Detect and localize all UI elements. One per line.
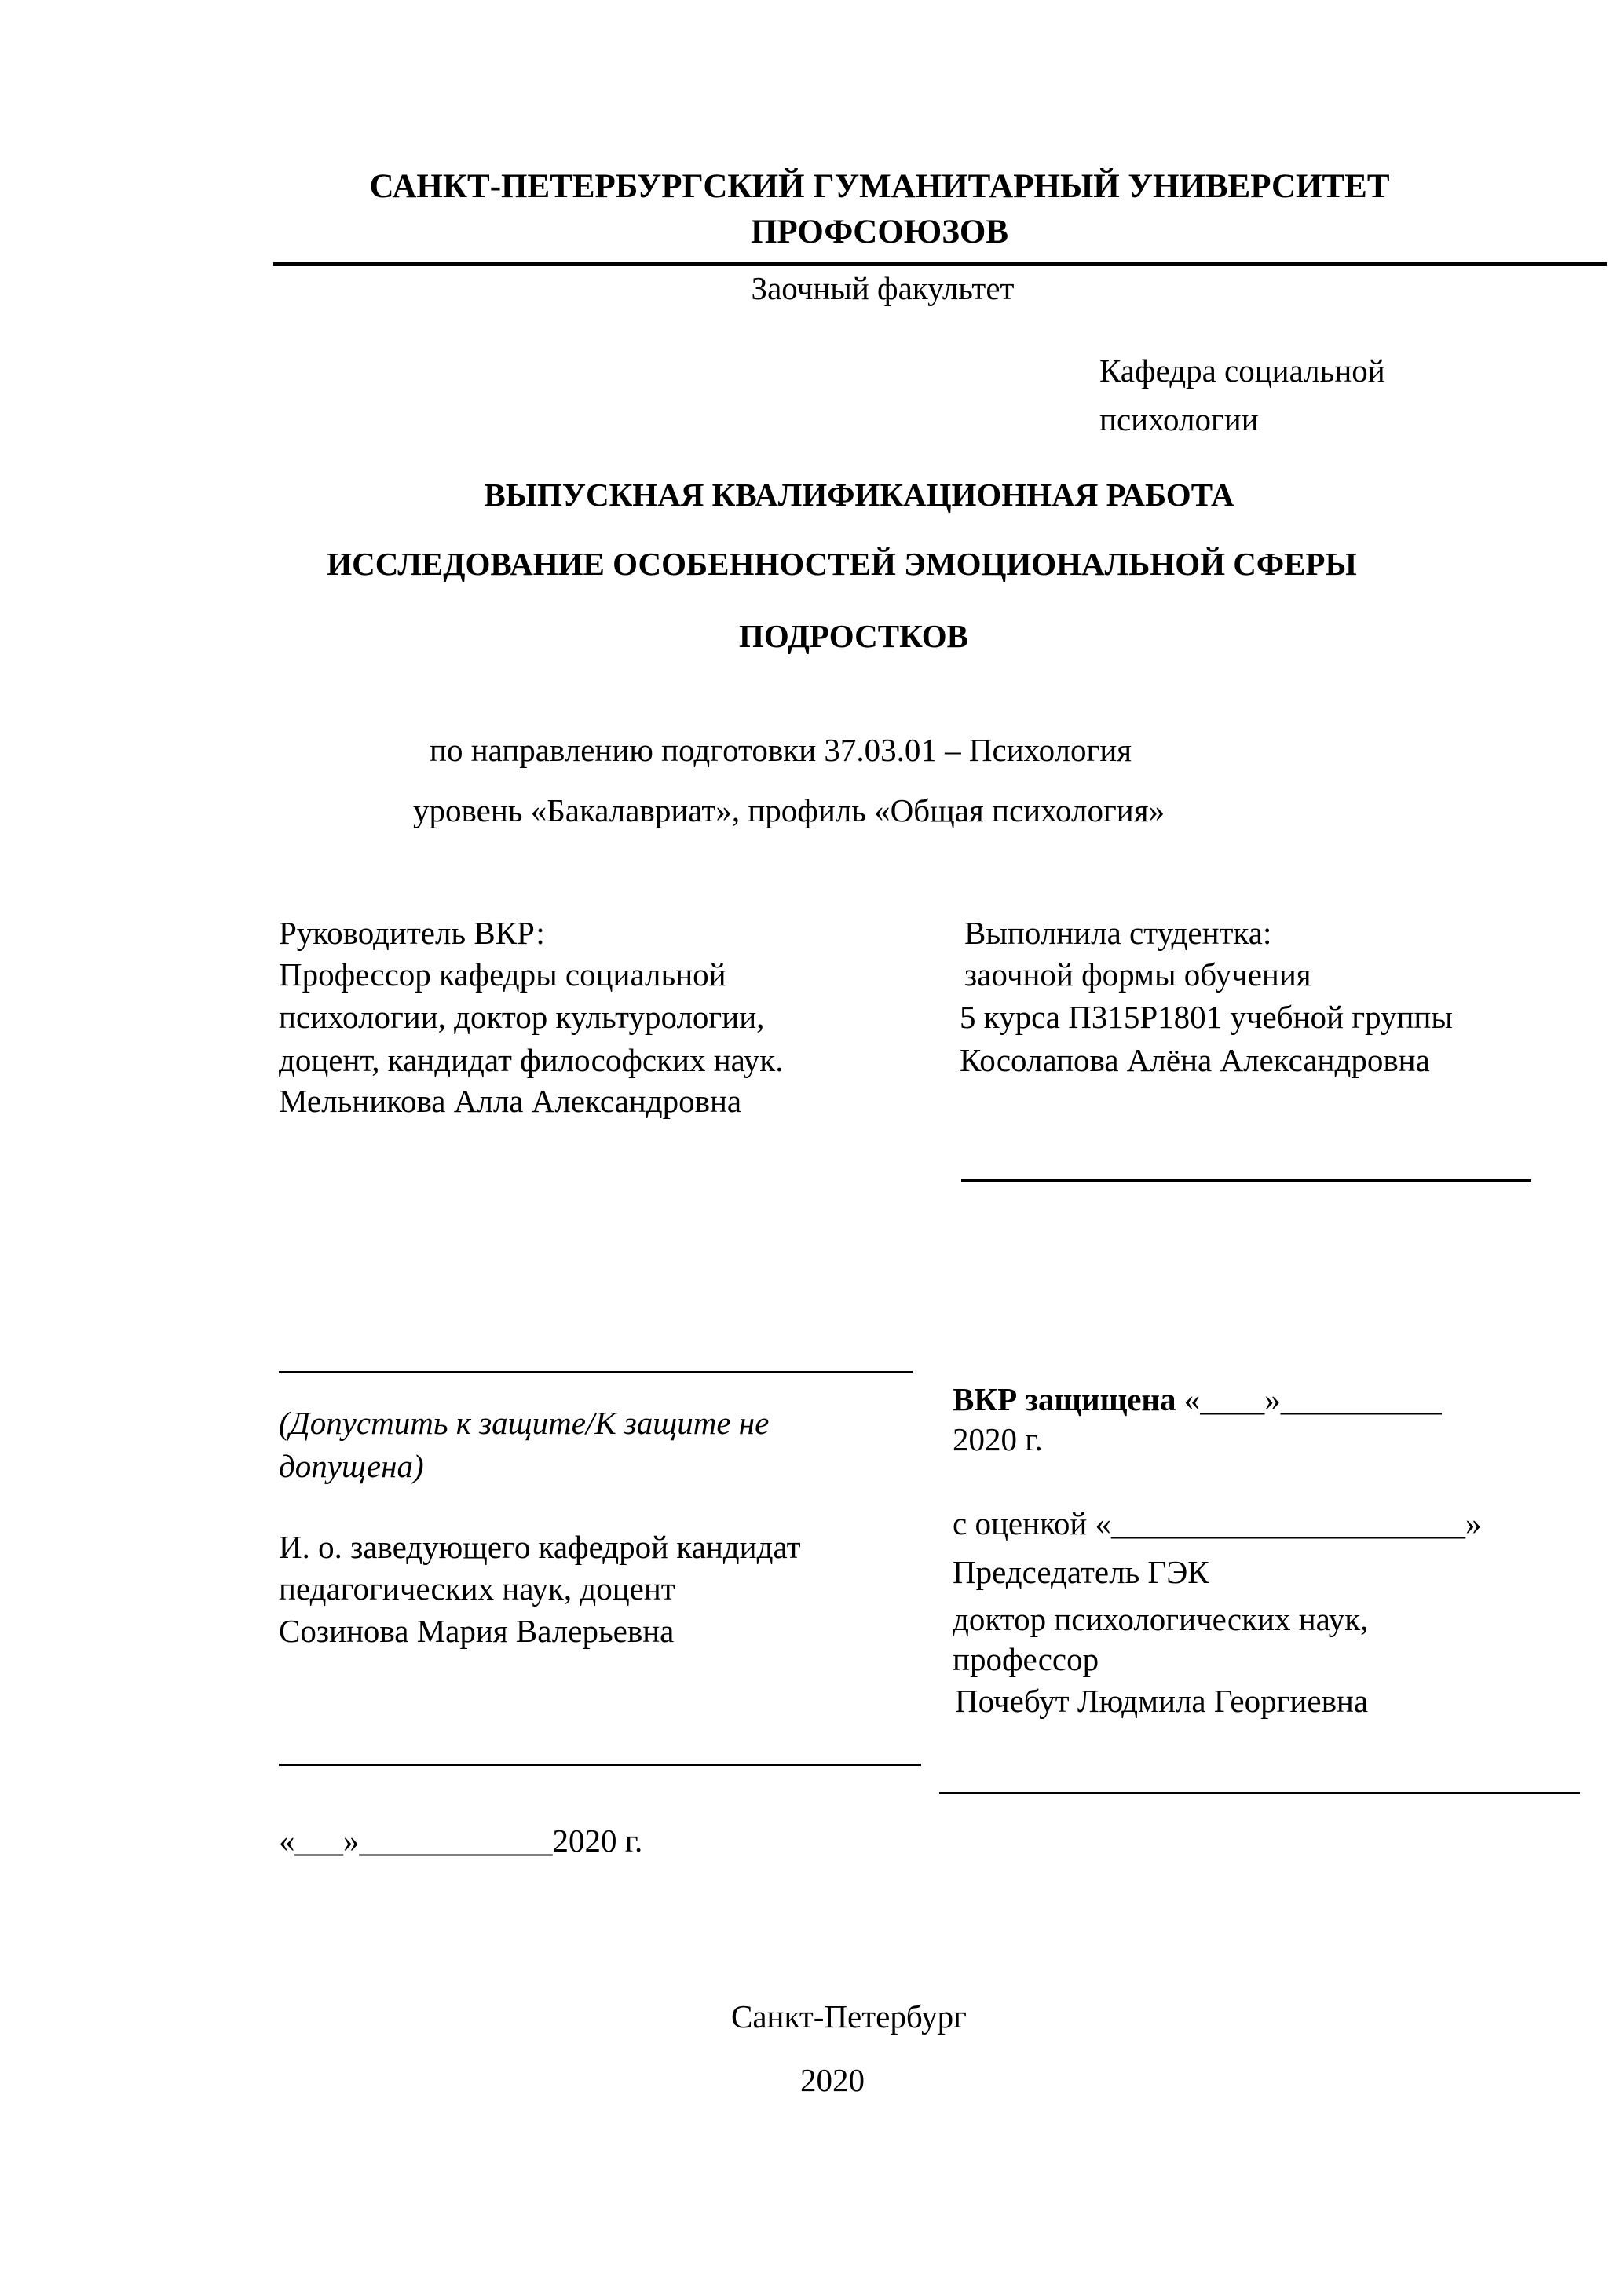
chair-label: Председатель ГЭК: [953, 1554, 1209, 1590]
admission-date: «___»____________2020 г.: [279, 1823, 643, 1859]
student-name: Косолапова Алёна Александровна: [960, 1042, 1430, 1078]
head-signature-line: [279, 1764, 921, 1766]
supervisor-degree: психологии, доктор культурологии,: [279, 999, 765, 1035]
student-label: Выполнила студентка:: [964, 915, 1272, 951]
university-name-line1: САНКТ-ПЕТЕРБУРГСКИЙ ГУМАНИТАРНЫЙ УНИВЕРСИТЕТ: [369, 168, 1390, 205]
direction: по направлению подготовки 37.03.01 – Психология: [430, 732, 1132, 768]
supervisor-position: Профессор кафедры социальной: [279, 956, 726, 993]
faculty: Заочный факультет: [751, 270, 1015, 306]
topic-line1: ИССЛЕДОВАНИЕ ОСОБЕННОСТЕЙ ЭМОЦИОНАЛЬНОЙ СФЕРЫ: [327, 546, 1357, 582]
department-line1: Кафедра социальной: [1099, 353, 1385, 389]
city: Санкт-Петербург: [731, 1998, 967, 2035]
chair-title: профессор: [953, 1641, 1099, 1677]
supervisor-title: доцент, кандидат философских наук.: [279, 1042, 784, 1078]
defense-year: 2020 г.: [953, 1421, 1043, 1457]
defense-line: [953, 1379, 1442, 1420]
defense-label: ВКР защищена: [953, 1381, 1176, 1417]
topic-line2: ПОДРОСТКОВ: [738, 618, 969, 654]
head-name: Созинова Мария Валерьевна: [279, 1613, 675, 1649]
student-signature-line: [961, 1179, 1531, 1182]
department-line2: психологии: [1099, 401, 1259, 437]
year: 2020: [800, 2062, 865, 2098]
work-type: ВЫПУСКНАЯ КВАЛИФИКАЦИОННАЯ РАБОТА: [484, 477, 1234, 513]
head-position: И. о. заведующего кафедрой кандидат: [279, 1529, 801, 1565]
grade-line: с оценкой «______________________»: [953, 1505, 1482, 1541]
admission-note-line1: (Допустить к защите/К защите не: [279, 1405, 770, 1441]
chair-name: Почебут Людмила Георгиевна: [955, 1683, 1369, 1719]
header-rule: [273, 262, 1607, 266]
chair-degree: доктор психологических наук,: [953, 1601, 1369, 1637]
university-name-line2: ПРОФСОЮЗОВ: [750, 214, 1009, 250]
supervisor-label: Руководитель ВКР:: [279, 915, 545, 951]
head-degree: педагогических наук, доцент: [279, 1570, 675, 1607]
student-group: 5 курса ПЗ15Р1801 учебной группы: [960, 999, 1453, 1035]
level-profile: уровень «Бакалавриат», профиль «Общая психология»: [413, 792, 1165, 828]
supervisor-name: Мельникова Алла Александровна: [279, 1083, 742, 1119]
chair-signature-line: [939, 1792, 1580, 1794]
admission-note-line2: допущена): [279, 1448, 424, 1484]
admission-signature-line: [279, 1371, 913, 1373]
defense-date-blank: «____»__________: [1183, 1381, 1442, 1417]
student-form: заочной формы обучения: [964, 956, 1311, 993]
